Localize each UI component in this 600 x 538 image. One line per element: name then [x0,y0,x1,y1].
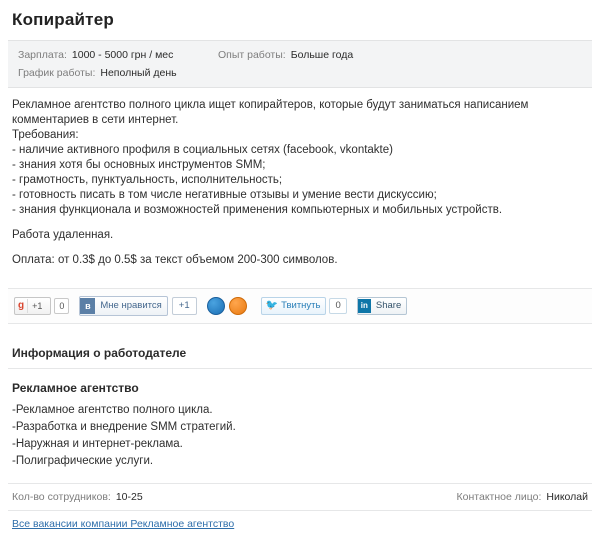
requirement-item: - наличие активного профиля в социальных сетях (facebook, vkontakte) [12,144,393,156]
vacancy-description [0,88,600,282]
twitter-share-button[interactable] [261,297,327,315]
circle-share-group[interactable] [207,297,251,315]
linkedin-share-button[interactable] [357,297,407,315]
all-vacancies-link[interactable]: Все вакансии компании Рекламное агентство [12,518,235,530]
info-row [18,67,582,79]
employer-block [0,369,600,469]
vacancy-info-panel [8,40,592,88]
requirement-item: - знания функционала и возможностей применения компьютерных и мобильных устройств. [12,204,503,216]
employer-description-line: -Разработка и внедрение SMM стратегий. [12,421,236,433]
linkedin-label: Share [375,300,402,311]
schedule-label: График работы: [18,67,96,79]
employees-label: Кол-во сотрудников: [12,491,111,503]
employees-value: 10-25 [115,491,143,503]
contact-label: Контактное лицо: [456,491,542,503]
linkedin-icon: in [358,299,371,313]
salary-value: 1000 - 5000 грн / мес [71,49,174,61]
google-plus-icon: g [15,299,28,313]
requirements-header: Требования: [12,129,79,141]
google-plus-count: 0 [54,298,69,314]
vk-like-button[interactable] [79,296,167,316]
linkedin-group[interactable] [357,297,407,315]
info-row [18,49,582,61]
requirement-item: - грамотность, пунктуальность, исполнительность; [12,174,283,186]
twitter-label: Твитнуть [281,300,321,311]
employer-name: Рекламное агентство [12,381,139,395]
twitter-bird-icon: 🐦 [265,300,279,311]
requirement-item: - знания хотя бы основных инструментов SMM; [12,159,266,171]
mailru-icon[interactable] [207,297,225,315]
salary-label: Зарплата: [18,49,67,61]
employer-description-line: -Рекламное агентство полного цикла. [12,404,213,416]
experience-value: Больше года [290,49,354,61]
google-plus-group[interactable] [14,297,69,315]
requirement-item: - готовность писать в том числе негативные отзывы и умение вести дискуссию; [12,189,437,201]
vk-like-label: Мне нравится [100,300,162,311]
employees-count [12,491,143,503]
twitter-group[interactable] [261,297,347,315]
employer-description [12,403,588,469]
vk-icon: в [80,298,95,314]
page-title: Копирайтер [12,10,114,29]
odnoklassniki-icon[interactable] [229,297,247,315]
info-experience [218,49,353,61]
google-plus-label: +1 [32,301,43,311]
description-intro: Рекламное агентство полного цикла ищет копирайтеров, которые будут заниматься написанием комментариев в сети интернет. [12,99,529,126]
vk-like-count: +1 [172,297,197,315]
google-plus-button[interactable] [14,297,51,315]
social-share-bar [8,288,592,324]
contact-person [457,491,588,503]
info-salary [18,49,218,61]
employer-description-line: -Наружная и интернет-реклама. [12,438,183,450]
all-vacancies-row [8,510,592,538]
description-payment: Оплата: от 0.3$ до 0.5$ за текст объемом 200-300 символов. [12,254,338,266]
employer-description-line: -Полиграфические услуги. [12,455,154,467]
vk-group[interactable] [79,296,196,316]
schedule-value: Неполный день [100,67,177,79]
twitter-count: 0 [329,298,346,314]
info-schedule [18,67,218,79]
contact-value: Николай [546,491,588,503]
employer-section-heading: Информация о работодателе [8,346,592,369]
employer-footer [8,483,592,503]
experience-label: Опыт работы: [218,49,286,61]
description-remote: Работа удаленная. [12,229,114,241]
